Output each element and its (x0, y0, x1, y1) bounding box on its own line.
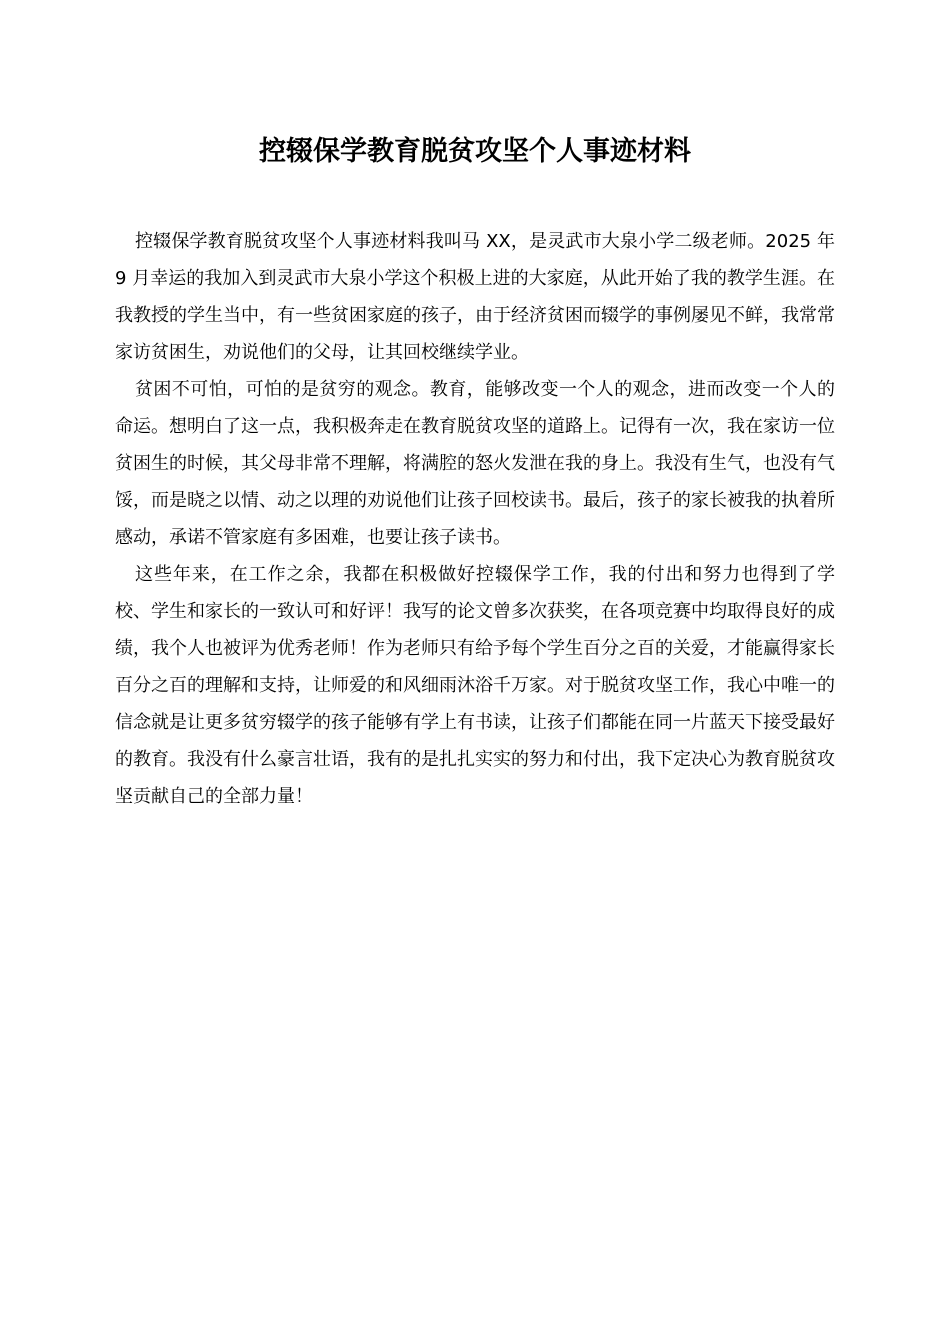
paragraph-3: 这些年来，在工作之余，我都在积极做好控辍保学工作，我的付出和努力也得到了学校、学生和家长的一致认可和好评！我写的论文曾多次获奖，在各项竞赛中均取得良好的成绩，我个人也被评为优秀老师！作为老师只有给予每个学生百分之百的关爱，才能赢得家长百分之百的理解和支持，让师爱的和风细雨沐浴千万家。对于脱贫攻坚工作，我心中唯一的信念就是让更多贫穷辍学的孩子能够有学上有书读，让孩子们都能在同一片蓝天下接受最好的教育。我没有什么豪言壮语，我有的是扎扎实实的努力和付出，我下定决心为教育脱贫攻坚贡献自己的全部力量！ (115, 564, 835, 807)
paragraph-1: 控辍保学教育脱贫攻坚个人事迹材料我叫马 XX，是灵武市大泉小学二级老师。2025 年 9 月幸运的我加入到灵武市大泉小学这个积极上进的大家庭，从此开始了我的教学生涯。在我教授的学生当中，有一些贫困家庭的孩子，由于经济贫困而辍学的事例屡见不鲜，我常常家访贫困生，劝说他们的父母，让其回校继续学业。 (115, 231, 835, 363)
paragraph-2: 贫困不可怕，可怕的是贫穷的观念。教育，能够改变一个人的观念，进而改变一个人的命运。想明白了这一点，我积极奔走在教育脱贫攻坚的道路上。记得有一次，我在家访一位贫困生的时候，其父母非常不理解，将满腔的怒火发泄在我的身上。我没有生气，也没有气馁，而是晓之以情、动之以理的劝说他们让孩子回校读书。最后，孩子的家长被我的执着所感动，承诺不管家庭有多困难，也要让孩子读书。 (115, 379, 835, 548)
document-body (115, 223, 835, 815)
document-title: 控辍保学教育脱贫攻坚个人事迹材料 (259, 136, 691, 167)
